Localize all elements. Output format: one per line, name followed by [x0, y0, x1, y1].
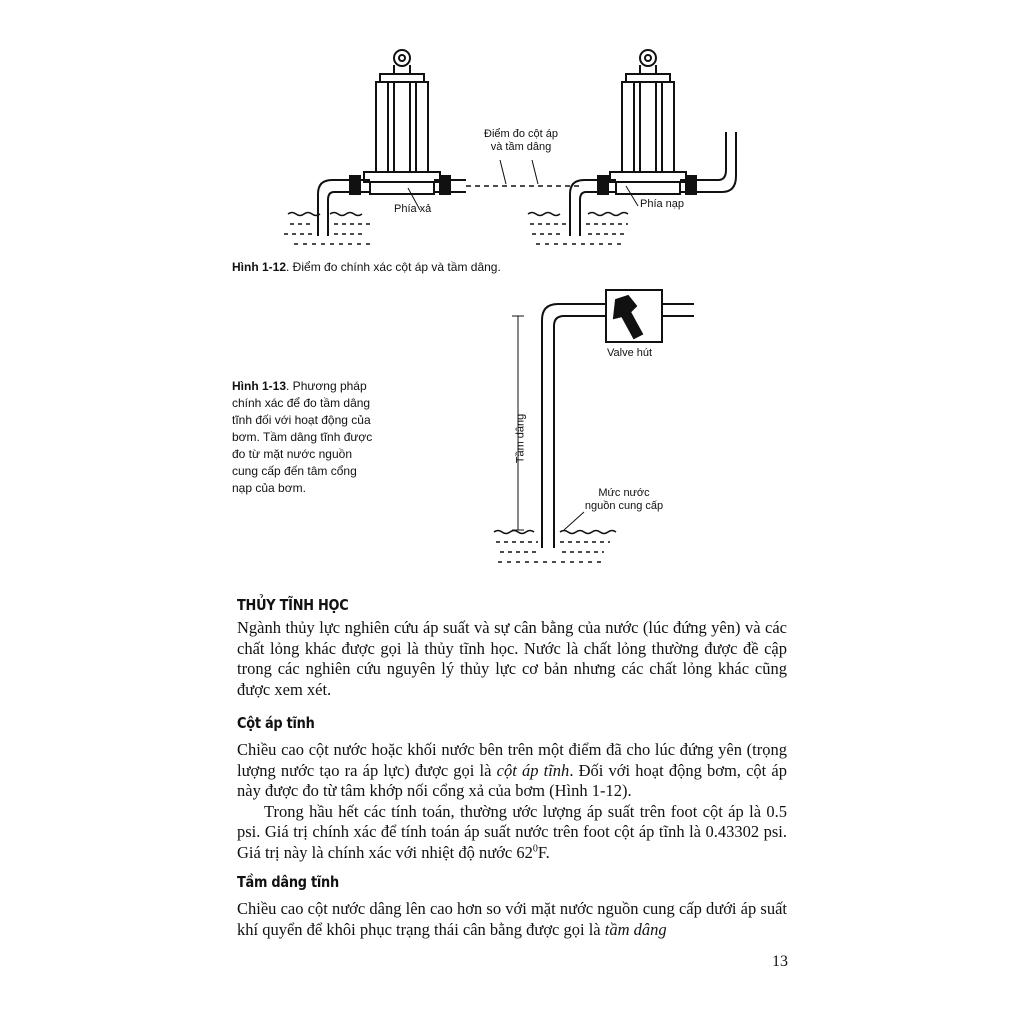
static-head-p1-end: . Đối với hoạt động bơm, cột áp này được đo từ tâm khớp nối cổng xả của bơm (Hình 1-12). — [237, 760, 787, 800]
caption-line-2: tĩnh đối với hoạt động của — [232, 413, 371, 427]
water-level-label — [572, 487, 676, 513]
static-head-p2-end: F. — [537, 842, 550, 862]
caption-line-4: đo từ mặt nước nguồn — [232, 447, 352, 461]
heading-static-head: Cột áp tĩnh — [237, 714, 315, 732]
intake-side-label: Phía nạp — [640, 198, 685, 210]
figure-1-13-caption — [232, 378, 402, 497]
static-lift-p1-start: Chiều cao cột nước dâng lên cao hơn so với mặt nước nguồn cung cấp dưới áp suất khí quyển để khôi phục trạng thái cân bằng được gọi là — [237, 899, 787, 939]
page-number: 13 — [772, 953, 788, 970]
water-level-line2: nguồn cung cấp — [584, 500, 664, 512]
caption-line-0: . Phương pháp — [286, 379, 367, 393]
measure-point-label — [476, 128, 566, 154]
caption-line-1: chính xác để đo tầm dâng — [232, 396, 371, 410]
discharge-pump-left — [318, 50, 466, 236]
static-lift-term: tầm dâng — [604, 919, 667, 939]
static-head-p2-start: Trong hầu hết các tính toán, thường ước lượng áp suất trên foot cột áp là 0.5 psi. Giá trị chính xác để tính toán áp suất nước trên foot cột áp tĩnh là 0.43302 psi. Giá trị này là chính xác với nhiệt độ nước 62 — [237, 801, 787, 862]
figure-1-13-number: Hình 1-13 — [232, 379, 287, 393]
static-head-term: cột áp tĩnh — [496, 760, 570, 780]
water-level-line1: Mức nước — [598, 487, 650, 499]
measure-label-line2: và tầm dâng — [490, 141, 552, 153]
heading-static-lift: Tầm dâng tĩnh — [237, 873, 339, 891]
water-surface-fig12 — [284, 213, 628, 245]
paragraph-static-head — [237, 740, 787, 863]
static-head-p1-start: Chiều cao cột nước hoặc khối nước bên trên một điểm đã cho lúc đứng yên (trọng lượng nước tạo ra áp lực) được gọi là — [237, 740, 787, 780]
figure-1-12-number: Hình 1-12 — [232, 260, 287, 274]
suction-valve-label: Valve hút — [607, 347, 653, 359]
hydrostatics-text: Ngành thủy lực nghiên cứu áp suất và sự cân bằng của nước (lúc đứng yên) và các chất lỏng khác được gọi là thủy tĩnh học. Nước là chất lỏng thường được đề cập trong các nghiên cứu nguyên lý thủy lực cơ bản nhưng các chất lỏng khác cũng được xem xét. — [237, 618, 787, 699]
lift-label: Tầm dâng — [514, 413, 527, 464]
caption-line-6: nạp của bơm. — [232, 481, 306, 495]
heading-hydrostatics: THỦY TĨNH HỌC — [237, 596, 349, 614]
temperature-superscript: 0 — [532, 843, 538, 854]
paragraph-hydrostatics — [237, 618, 787, 700]
figure-1-12-caption-text: . Điểm đo chính xác cột áp và tầm dâng. — [286, 260, 501, 274]
figure-1-12-caption — [232, 259, 501, 275]
paragraph-static-lift — [237, 899, 787, 940]
discharge-side-label: Phía xả — [394, 203, 432, 215]
measure-label-line1: Điểm đo cột áp — [484, 128, 558, 140]
caption-line-3: bơm. Tầm dâng tĩnh được — [232, 430, 373, 444]
caption-line-5: cung cấp đến tâm cổng — [232, 464, 357, 478]
